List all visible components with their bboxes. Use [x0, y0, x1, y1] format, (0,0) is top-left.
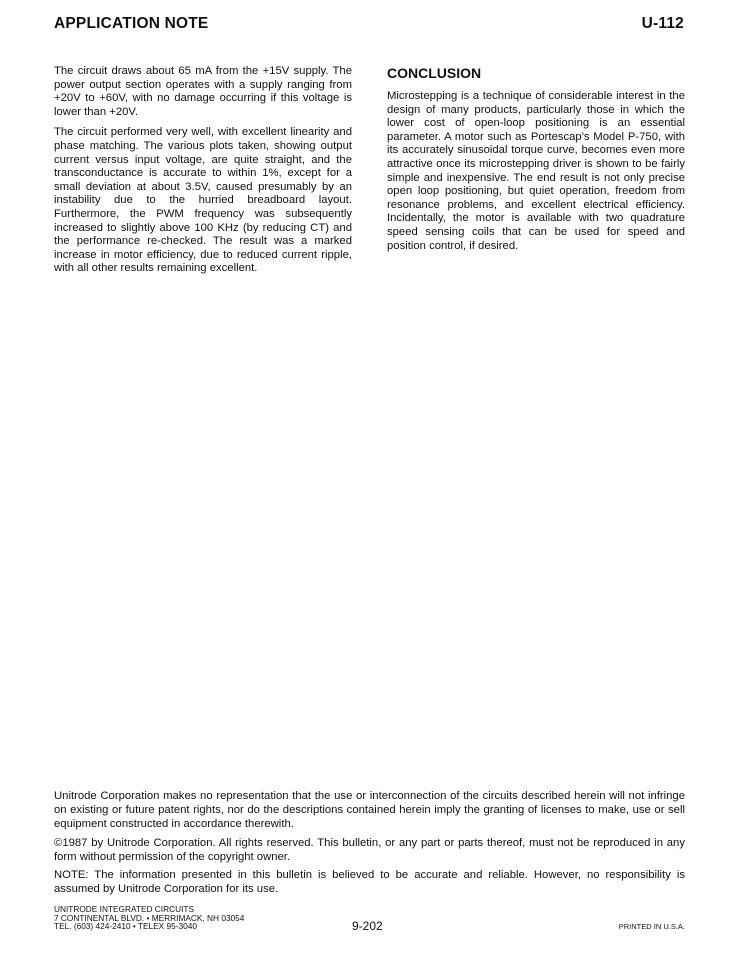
note-text: NOTE: The information presented in this bulletin is believed to be accurate and reliable. However, no responsibility is assumed by Unitrode Corporation for its use.	[54, 869, 685, 896]
page-header-title: APPLICATION NOTE	[54, 15, 209, 32]
left-column	[54, 65, 352, 283]
document-number: U-112	[641, 15, 684, 32]
footer-address: 7 CONTINENTAL BLVD. • MERRIMACK, NH 03054	[54, 912, 245, 923]
copyright-text: ©1987 by Unitrode Corporation. All rights reserved. This bulletin, or any part or parts thereof, must not be reproduced in any form without permission of the copyright owner.	[54, 836, 685, 863]
paragraph-performance: The circuit performed very well, with excellent linearity and phase matching. The various plots taken, showing output current versus input voltage, are quite straight, and the transconductance is accurate to within 1%, except for a small deviation at about 3.5V, caused presumably by an instability due to the hurried breadboard layout. Furthermore, the PWM frequency was subsequently increased to slightly above 100 KHz (by reducing CT) and the performance re-checked. The result was a marked increase in motor efficiency, due to reduced current ripple, with all other results remaining excellent.	[54, 126, 352, 275]
disclaimer-text: Unitrode Corporation makes no representation that the use or interconnection of the circuits described herein will not infringe on existing or future patent rights, nor do the descriptions contained herein imply the granting of licenses to make, use or sell equipment constructed in accordance therewith.	[54, 790, 685, 831]
footer-contact: TEL. (603) 424-2410 • TELEX 95-3040	[54, 921, 197, 932]
paragraph-conclusion: Microstepping is a technique of considerable interest in the design of many products, particularly those in which the lower cost of open-loop positioning is an essential parameter. A motor such as Portescap's Model P-750, with its accurately sinusoidal torque curve, becomes even more attractive once its microstepping driver is shown to be fairly simple and inexpensive. The end result is not only precise open loop positioning, but quiet operation, freedom from resonance problems, and excellent electrical efficiency. Incidentally, the motor is available with two quadrature speed sensing coils that can be used for speed and position control, if desired.	[387, 90, 685, 252]
footer-address-block	[54, 905, 244, 931]
legal-notice	[54, 789, 685, 900]
printed-in-label: PRINTED IN U.S.A.	[618, 922, 685, 931]
footer-company: UNITRODE INTEGRATED CIRCUITS	[54, 904, 194, 914]
paragraph-power-supply: The circuit draws about 65 mA from the +15V supply. The power output section operates with a supply ranging from +20V to +60V, with no damage occurring if this voltage is lower than +20V.	[54, 65, 352, 118]
right-column	[387, 65, 685, 260]
page-number: 9-202	[352, 919, 383, 933]
conclusion-heading: CONCLUSION	[387, 65, 482, 81]
